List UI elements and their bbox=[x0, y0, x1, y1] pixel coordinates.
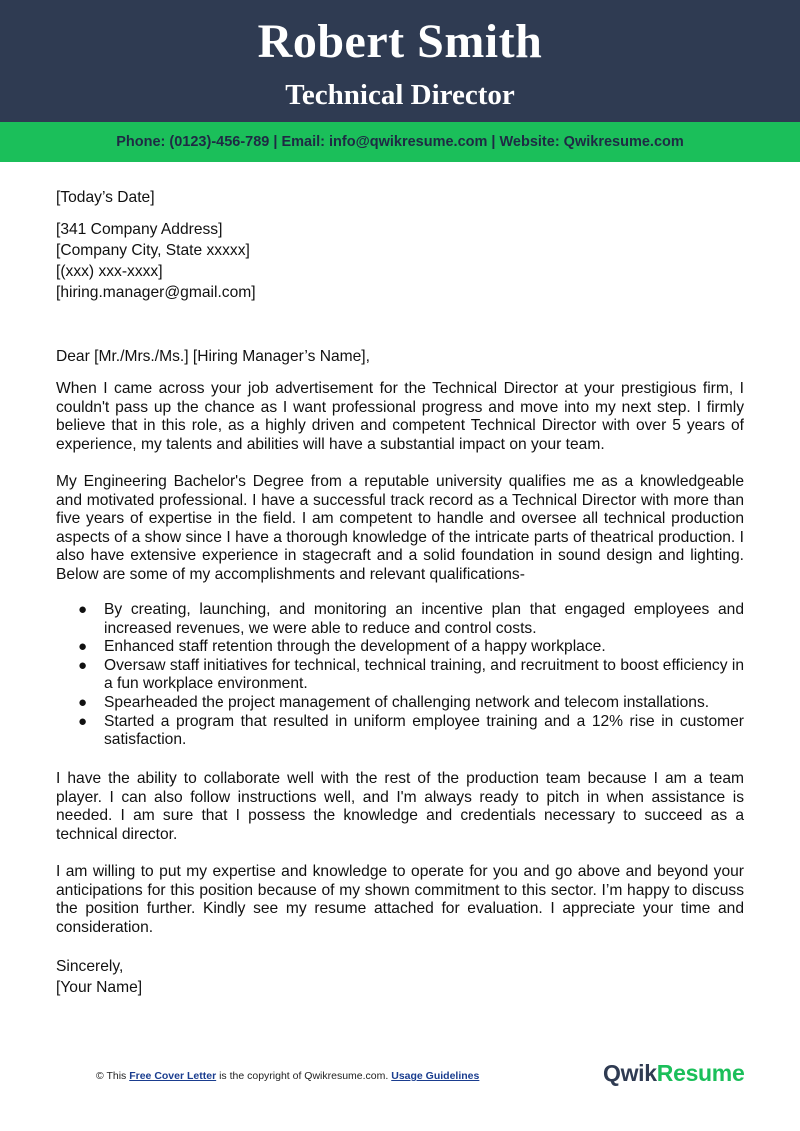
copyright-footer bbox=[96, 1070, 479, 1082]
list-item bbox=[56, 657, 744, 694]
letter-date: [Today’s Date] bbox=[56, 189, 155, 206]
paragraph-teamwork: I have the ability to collaborate well with the rest of the production team because I am a team player. I can also follow instructions well, and I'm always ready to pitch in when assistance is needed. I am sure that I possess the knowledge and credentials necessary to succeed as a technical director. bbox=[56, 770, 744, 843]
salutation: Dear [Mr./Mrs./Ms.] [Hiring Manager’s Name], bbox=[56, 348, 370, 365]
signoff bbox=[56, 956, 744, 998]
footer-prefix: © This bbox=[96, 1070, 130, 1082]
logo-part-qwik: Qwik bbox=[603, 1060, 657, 1086]
recipient-line: [341 Company Address] bbox=[56, 221, 223, 238]
header-banner bbox=[0, 0, 800, 122]
list-item bbox=[56, 713, 744, 750]
closing-line: Sincerely, bbox=[56, 958, 124, 975]
list-item-text: Oversaw staff initiatives for technical, technical training, and recruitment to boost efficiency in a fun workplace environment. bbox=[104, 656, 744, 693]
recipient-address bbox=[56, 219, 744, 303]
signature-name: [Your Name] bbox=[56, 979, 143, 996]
recipient-line: [hiring.manager@gmail.com] bbox=[56, 284, 256, 301]
bullet-icon: ● bbox=[78, 656, 88, 674]
recipient-line: [(xxx) xxx-xxxx] bbox=[56, 263, 163, 280]
accomplishments-list bbox=[56, 601, 744, 750]
list-item bbox=[56, 601, 744, 638]
paragraph-intro: When I came across your job advertisement for the Technical Director at your prestigious firm, I couldn't pass up the chance as I want professional progress and move into my next step. I firmly believe that in this role, as a highly driven and competent Technical Director with over 5 years of experience, my talents and abilities will have a substantial impact on your team. bbox=[56, 380, 744, 453]
logo-part-resume: Resume bbox=[656, 1060, 745, 1086]
usage-guidelines-link[interactable]: Usage Guidelines bbox=[391, 1070, 480, 1082]
free-cover-letter-link[interactable]: Free Cover Letter bbox=[129, 1070, 217, 1082]
qwikresume-logo bbox=[603, 1060, 744, 1087]
list-item bbox=[56, 694, 744, 713]
bullet-icon: ● bbox=[78, 601, 88, 618]
list-item bbox=[56, 638, 744, 657]
list-item-text: Started a program that resulted in uniform employee training and a 12% rise in customer satisfaction. bbox=[104, 712, 744, 749]
candidate-name: Robert Smith bbox=[257, 15, 543, 68]
list-item-text: By creating, launching, and monitoring an incentive plan that engaged employees and increased revenues, we were able to reduce and control costs. bbox=[104, 601, 744, 637]
contact-bar: Phone: (0123)-456-789 | Email: info@qwikresume.com | Website: Qwikresume.com bbox=[0, 122, 800, 162]
paragraph-qualifications: My Engineering Bachelor's Degree from a reputable university qualifies me as a knowledgeable and motivated professional. I have a successful track record as a Technical Director with more than five years of expertise in the field. I am competent to handle and oversee all technical production aspects of a show since I have a thorough knowledge of the intricate parts of theatrical production. I also have extensive experience in stagecraft and a solid foundation in sound design and lighting. Below are some of my accomplishments and relevant qualifications- bbox=[56, 473, 744, 583]
list-item-text: Enhanced staff retention through the development of a happy workplace. bbox=[104, 638, 606, 656]
paragraph-closing: I am willing to put my expertise and knowledge to operate for you and go above and beyond your anticipations for this position because of my shown commitment to this sector. I’m happy to discuss the position further. Kindly see my resume attached for evaluation. I appreciate your time and consideration. bbox=[56, 863, 744, 936]
bullet-icon: ● bbox=[78, 712, 88, 730]
bullet-icon: ● bbox=[78, 693, 88, 711]
job-title: Technical Director bbox=[285, 79, 515, 111]
list-item-text: Spearheaded the project management of challenging network and telecom installations. bbox=[104, 693, 710, 711]
bullet-icon: ● bbox=[78, 638, 88, 656]
recipient-line: [Company City, State xxxxx] bbox=[56, 242, 250, 259]
footer-middle: is the copyright of Qwikresume.com. bbox=[216, 1070, 392, 1082]
